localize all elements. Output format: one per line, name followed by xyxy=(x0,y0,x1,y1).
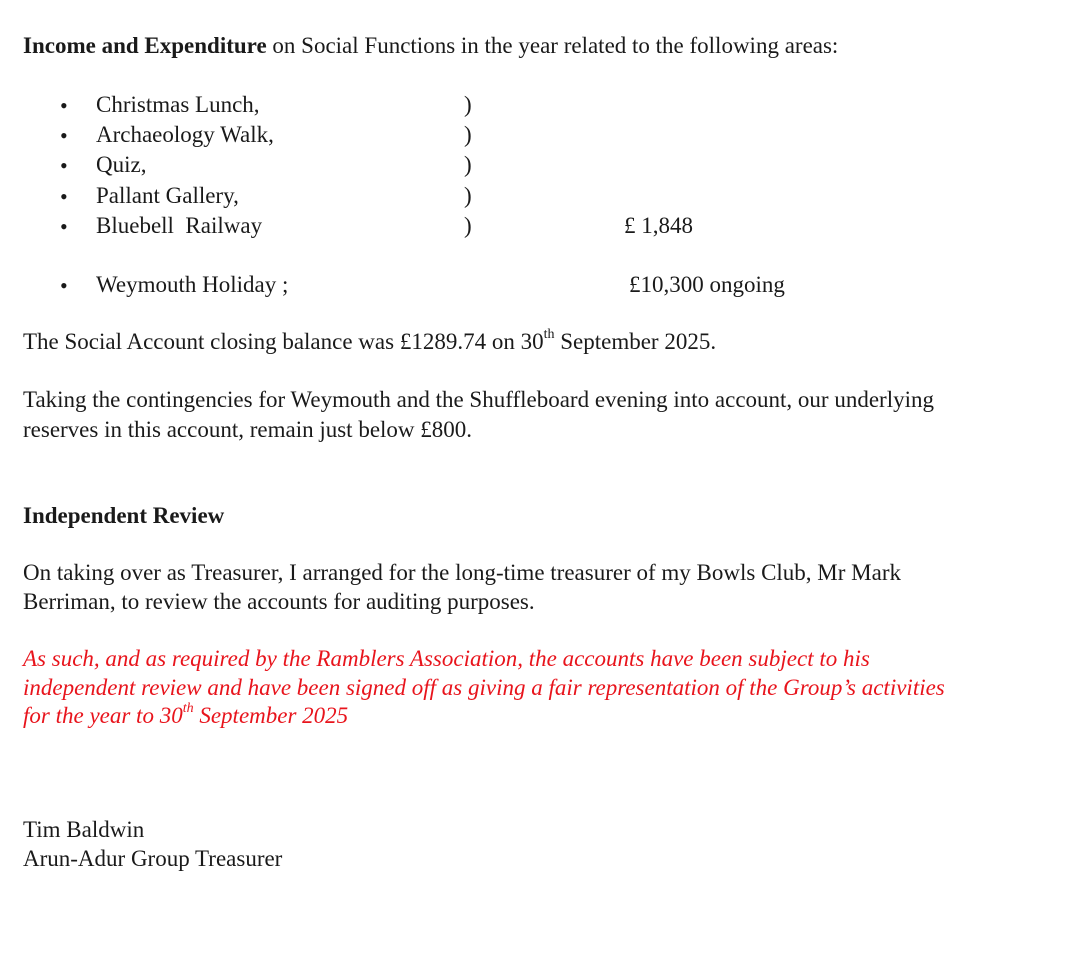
review-para-line-2: Berriman, to review the accounts for auditing purposes. xyxy=(23,589,535,614)
bracket-4: ) xyxy=(464,183,472,208)
review-statement-line-2: independent review and have been signed off as giving a fair representation of the Group’s activities xyxy=(23,675,945,700)
income-heading-bold: Income and Expenditure xyxy=(23,33,267,58)
income-heading xyxy=(23,31,838,61)
list-item-weymouth-holiday: Weymouth Holiday ; xyxy=(96,272,289,297)
signature-name: Tim Baldwin xyxy=(23,817,145,842)
contingencies-line-2: reserves in this account, remain just below £800. xyxy=(23,417,473,442)
review-heading: Independent Review xyxy=(23,503,225,528)
bracket-2: ) xyxy=(464,122,472,147)
review-statement-line-3-text: for the year to 30 xyxy=(23,703,183,728)
group-total-amount: £ 1,848 xyxy=(624,213,693,238)
review-statement-date: September 2025 xyxy=(193,703,349,728)
bullet-5: • xyxy=(60,214,68,239)
list-item-christmas-lunch: Christmas Lunch, xyxy=(96,92,260,117)
contingencies-line-1: Taking the contingencies for Weymouth and the Shuffleboard evening into account, our underlying xyxy=(23,387,934,412)
bracket-1: ) xyxy=(464,92,472,117)
bullet-4: • xyxy=(60,184,68,209)
bracket-3: ) xyxy=(464,152,472,177)
review-statement-line-3 xyxy=(23,701,348,731)
bullet-weymouth: • xyxy=(60,273,68,298)
list-item-pallant-gallery: Pallant Gallery, xyxy=(96,183,239,208)
closing-balance-text: The Social Account closing balance was £1289.74 on 30 xyxy=(23,329,544,354)
review-statement-sup: th xyxy=(182,701,194,717)
bracket-5: ) xyxy=(464,213,472,238)
closing-balance-sup: th xyxy=(543,327,555,343)
closing-balance-date: September 2025. xyxy=(554,329,717,354)
review-para-line-1: On taking over as Treasurer, I arranged for the long-time treasurer of my Bowls Club, Mr Mark xyxy=(23,560,901,585)
income-heading-rest: on Social Functions in the year related to the following areas: xyxy=(272,33,839,58)
bullet-2: • xyxy=(60,123,68,148)
review-statement-line-1: As such, and as required by the Ramblers Association, the accounts have been subject to his xyxy=(23,646,870,671)
weymouth-amount: £10,300 ongoing xyxy=(629,272,785,297)
bullet-3: • xyxy=(60,153,68,178)
list-item-bluebell-railway: Bluebell Railway xyxy=(96,213,263,238)
closing-balance xyxy=(23,327,716,357)
signature-title: Arun-Adur Group Treasurer xyxy=(23,846,283,871)
list-item-archaeology-walk: Archaeology Walk, xyxy=(96,122,274,147)
list-item-quiz: Quiz, xyxy=(96,152,147,177)
bullet-1: • xyxy=(60,93,68,118)
